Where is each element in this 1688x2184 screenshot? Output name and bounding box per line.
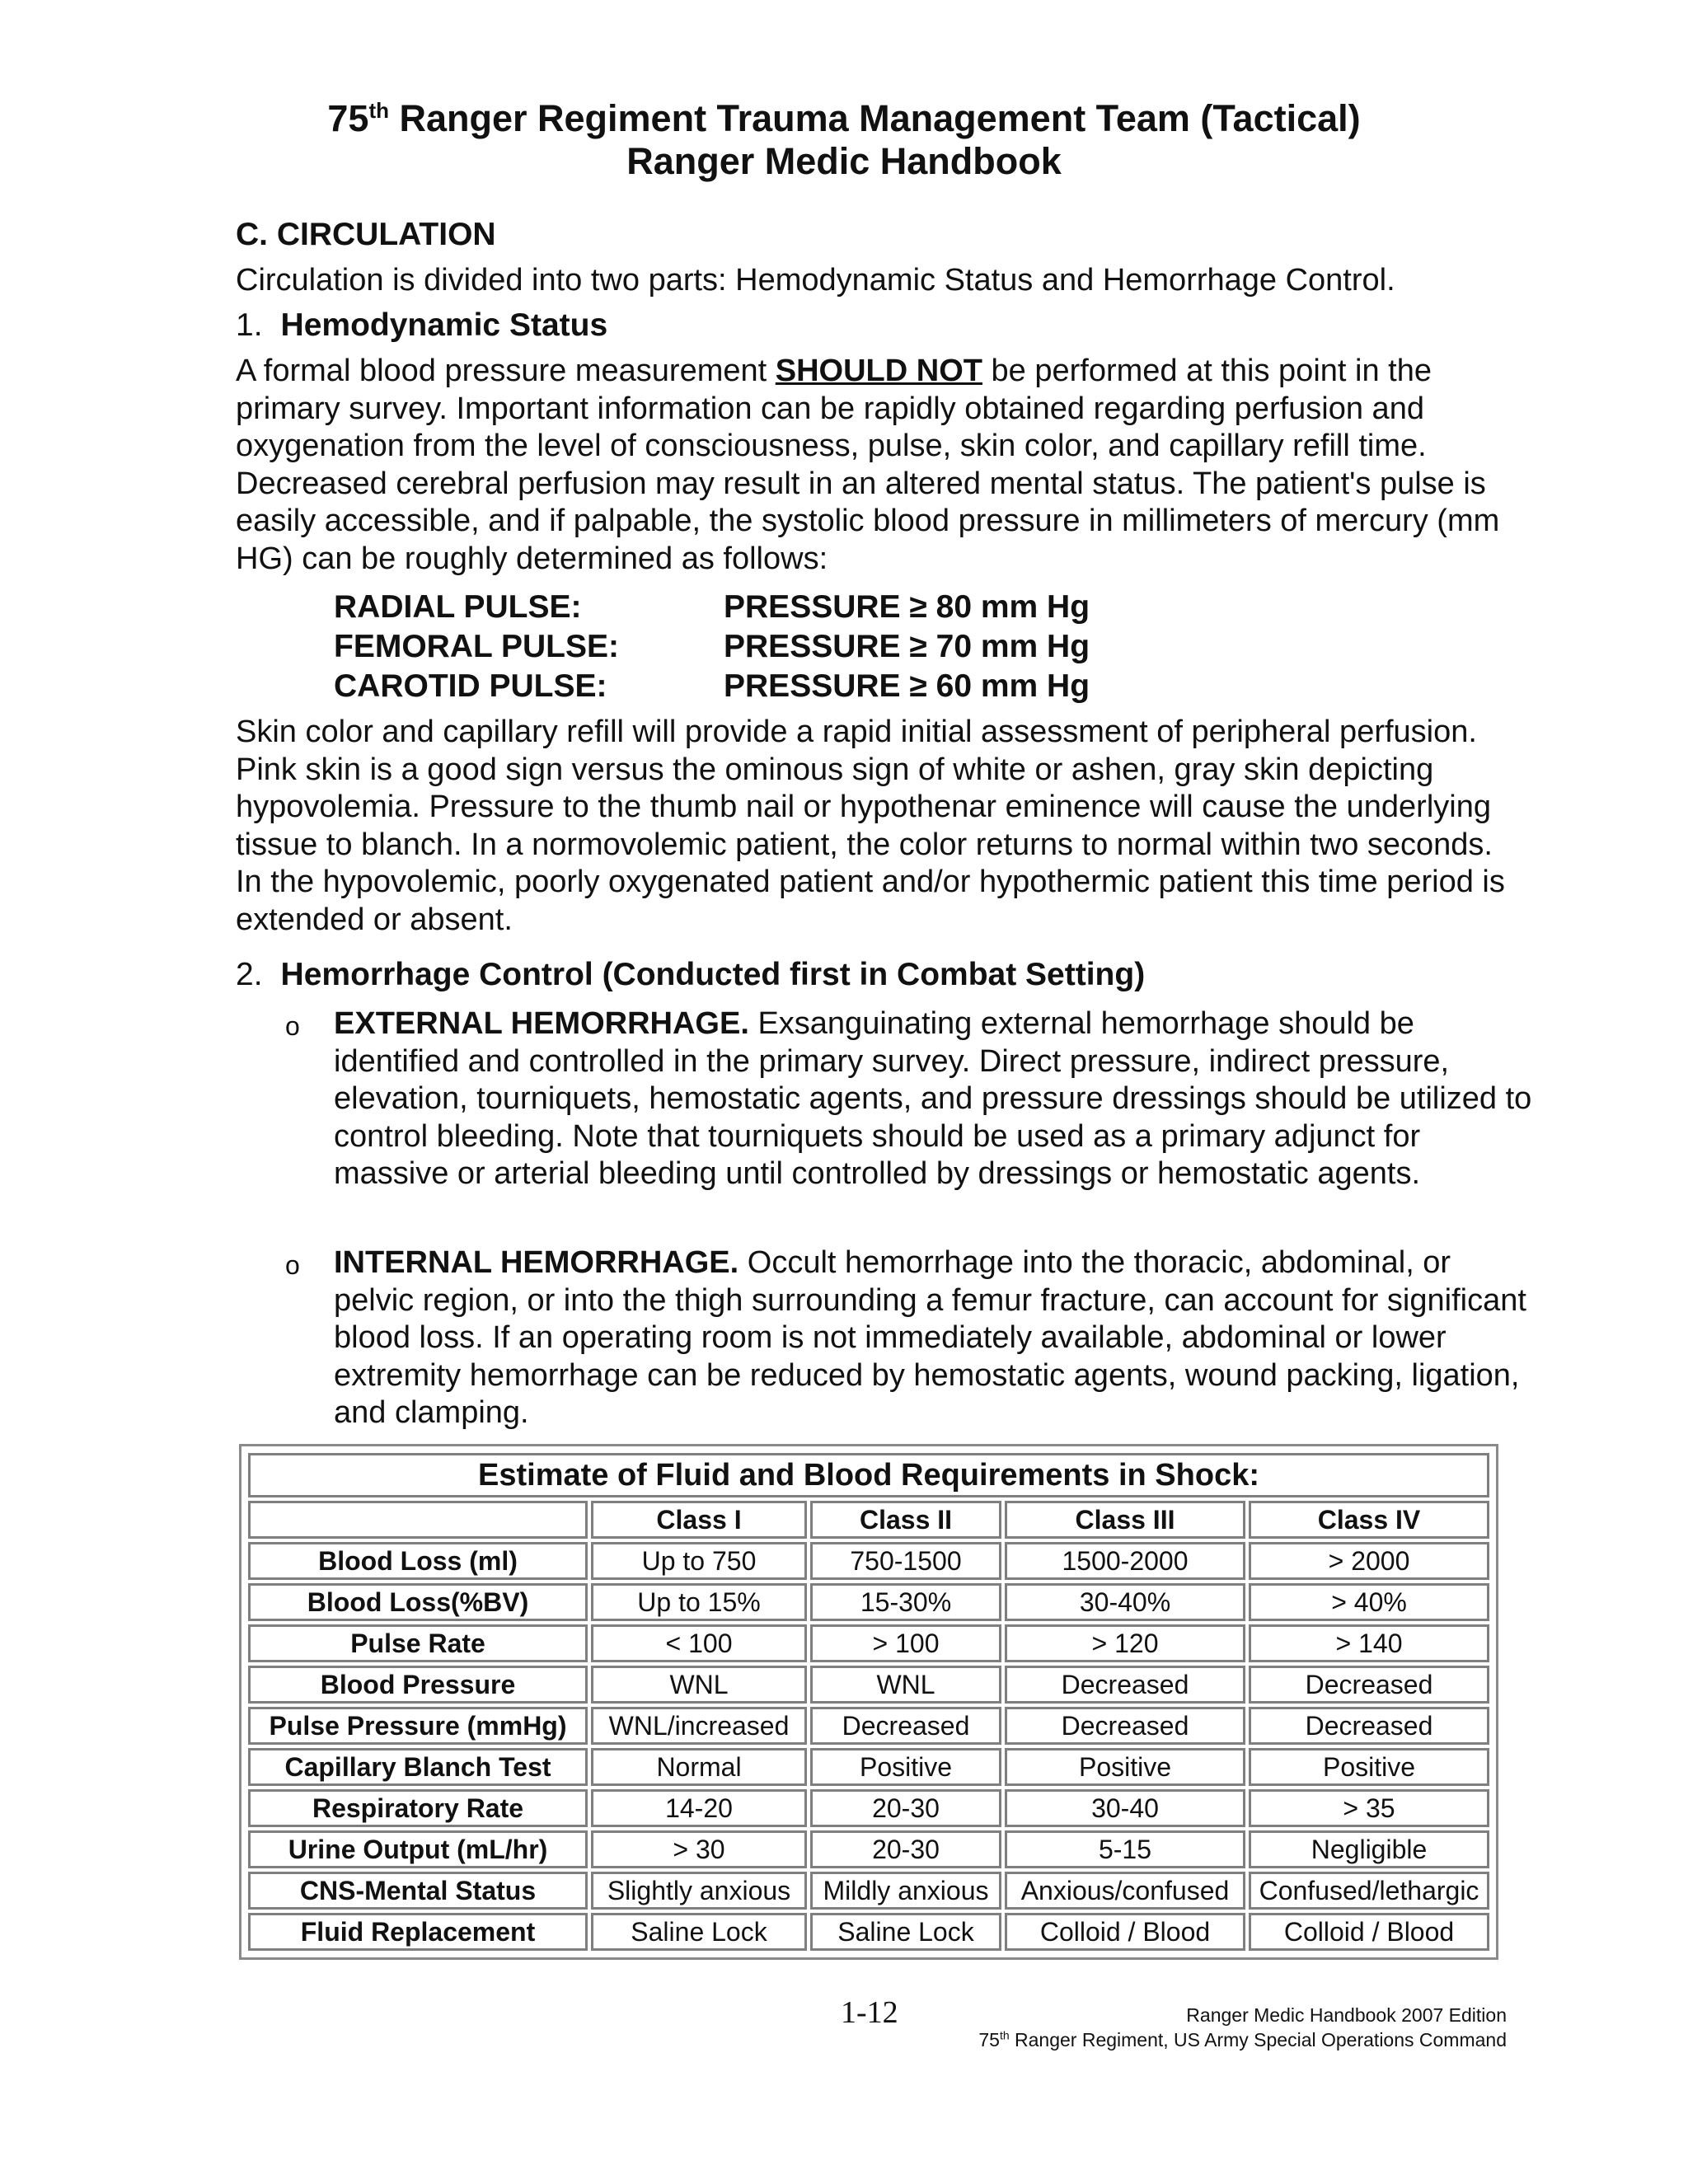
table-cell: < 100 <box>591 1624 807 1662</box>
table-caption-row <box>248 1453 1489 1497</box>
table-cell: > 30 <box>591 1830 807 1868</box>
column-header: Class III <box>1005 1501 1245 1539</box>
pulse-row-carotid <box>334 668 1090 705</box>
table-cell: Positive <box>1249 1748 1489 1786</box>
hemodynamic-text-before: A formal blood pressure measurement <box>236 354 776 388</box>
table-cell: 15-30% <box>810 1583 1001 1621</box>
footer-organization <box>978 2027 1507 2052</box>
column-header: Class I <box>591 1501 807 1539</box>
table-cell: Saline Lock <box>591 1913 807 1951</box>
table-cell: 750-1500 <box>810 1542 1001 1580</box>
table-row <box>248 1666 1489 1704</box>
external-hemorrhage-title: EXTERNAL HEMORRHAGE. <box>334 1006 749 1041</box>
row-header: Pulse Rate <box>248 1624 588 1662</box>
title-superscript: th <box>368 98 389 123</box>
table-cell: Slightly anxious <box>591 1872 807 1910</box>
hemodynamic-number: 1. <box>236 307 263 343</box>
row-header: Blood Loss (ml) <box>248 1542 588 1580</box>
hemorrhage-heading <box>236 956 1145 994</box>
footer-org-text: Ranger Regiment, US Army Special Operations Command <box>1009 2029 1507 2050</box>
table-cell: Confused/lethargic <box>1249 1872 1489 1910</box>
table-row <box>248 1913 1489 1951</box>
table-row <box>248 1830 1489 1868</box>
section-heading: C. CIRCULATION <box>236 217 496 252</box>
table-cell: Up to 15% <box>591 1583 807 1621</box>
table-cell: Positive <box>1005 1748 1245 1786</box>
row-header: Capillary Blanch Test <box>248 1748 588 1786</box>
table-caption: Estimate of Fluid and Blood Requirements in Shock: <box>248 1453 1489 1497</box>
table-cell: > 120 <box>1005 1624 1245 1662</box>
table-row <box>248 1542 1489 1580</box>
table-cell: 1500-2000 <box>1005 1542 1245 1580</box>
internal-hemorrhage-title: INTERNAL HEMORRHAGE. <box>334 1245 739 1280</box>
table-cell: 30-40% <box>1005 1583 1245 1621</box>
row-header: CNS-Mental Status <box>248 1872 588 1910</box>
table-cell: > 140 <box>1249 1624 1489 1662</box>
hemorrhage-title: Hemorrhage Control (Conducted first in Combat Setting) <box>280 957 1146 992</box>
bullet-marker-external: o <box>285 1011 300 1041</box>
column-header: Class II <box>810 1501 1001 1539</box>
footer-edition: Ranger Medic Handbook 2007 Edition <box>1186 2004 1507 2026</box>
hemodynamic-paragraph <box>236 353 1522 579</box>
row-header: Respiratory Rate <box>248 1789 588 1827</box>
shock-table <box>245 1450 1493 1954</box>
should-not-emphasis: SHOULD NOT <box>775 354 982 388</box>
table-cell: 14-20 <box>591 1789 807 1827</box>
document-title <box>0 97 1688 140</box>
row-header: Blood Loss(%BV) <box>248 1583 588 1621</box>
table-cell: Anxious/confused <box>1005 1872 1245 1910</box>
table-row <box>248 1789 1489 1827</box>
row-header: Fluid Replacement <box>248 1913 588 1951</box>
table-row <box>248 1748 1489 1786</box>
footer-org-number: 75 <box>978 2029 1000 2050</box>
hemodynamic-heading <box>236 307 607 344</box>
title-number: 75 <box>327 97 369 139</box>
table-row <box>248 1624 1489 1662</box>
page-number: 1-12 <box>841 1995 898 2030</box>
external-hemorrhage-text: Exsanguinating external hemorrhage should be identified and controlled in the primary survey. Direct pressure, indirect pressure, elevation, tourniquets, hemostatic agents, and pressure dressings should be utilized to control bleeding. Note that tourniquets should be used as a primary adjunct for massive or arterial bleeding until controlled by dressings or hemostatic agents. <box>334 1006 1532 1192</box>
table-cell: Negligible <box>1249 1830 1489 1868</box>
row-header: Blood Pressure <box>248 1666 588 1704</box>
table-row <box>248 1707 1489 1745</box>
table-cell: Normal <box>591 1748 807 1786</box>
document-subtitle: Ranger Medic Handbook <box>626 140 1062 182</box>
pulse-pressure: PRESSURE ≥ 60 mm Hg <box>724 668 1090 704</box>
pulse-pressure: PRESSURE ≥ 80 mm Hg <box>724 589 1090 625</box>
hemorrhage-number: 2. <box>236 957 263 992</box>
table-cell: 20-30 <box>810 1789 1001 1827</box>
pulse-label: RADIAL PULSE: <box>334 589 582 625</box>
title-text: Ranger Regiment Trauma Management Team (Tactical) <box>388 97 1361 139</box>
pulse-label: CAROTID PULSE: <box>334 668 607 704</box>
table-cell: 5-15 <box>1005 1830 1245 1868</box>
bullet-marker-internal: o <box>285 1250 300 1280</box>
table-cell: WNL/increased <box>591 1707 807 1745</box>
table-row <box>248 1872 1489 1910</box>
internal-hemorrhage-text: Occult hemorrhage into the thoracic, abdominal, or pelvic region, or into the thigh surrounding a femur fracture, can account for significant blood loss. If an operating room is not immediately available, abdominal or lower extremity hemorrhage can be reduced by hemostatic agents, wound packing, ligation, and clamping. <box>334 1245 1526 1431</box>
table-cell: 20-30 <box>810 1830 1001 1868</box>
hemodynamic-title: Hemodynamic Status <box>280 307 608 343</box>
table-cell: Decreased <box>1249 1707 1489 1745</box>
skin-color-paragraph: Skin color and capillary refill will provide a rapid initial assessment of peripheral perfusion. Pink skin is a good sign versus the ominous sign of white or ashen, gray skin depicting hypovolemia. Pressure to the thumb nail or hypothenar eminence will cause the underlying tissue to blanch. In a normovolemic patient, the color returns to normal within two seconds. In the hypovolemic, poorly oxygenated patient and/or hypothermic patient this time period is extended or absent. <box>236 715 1505 937</box>
pulse-pressure: PRESSURE ≥ 70 mm Hg <box>724 629 1090 664</box>
table-header-row <box>248 1501 1489 1539</box>
table-cell: Decreased <box>1005 1707 1245 1745</box>
table-cell: WNL <box>810 1666 1001 1704</box>
table-cell: Decreased <box>1005 1666 1245 1704</box>
footer-org-superscript: th <box>999 2028 1010 2042</box>
table-cell: WNL <box>591 1666 807 1704</box>
table-cell: Positive <box>810 1748 1001 1786</box>
table-cell: > 2000 <box>1249 1542 1489 1580</box>
internal-hemorrhage-paragraph <box>334 1244 1533 1432</box>
hemodynamic-text-after: be performed at this point in the primary survey. Important information can be rapidly obtained regarding perfusion and oxygenation from the level of consciousness, pulse, skin color, and capillary refill time. Decreased cerebral perfusion may result in an altered mental status. The patient's pulse is easily accessible, and if palpable, the systolic blood pressure in millimeters of mercury (mm HG) can be roughly determined as follows: <box>236 354 1500 576</box>
table-cell: > 35 <box>1249 1789 1489 1827</box>
shock-requirements-table <box>239 1444 1498 1960</box>
table-cell: 30-40 <box>1005 1789 1245 1827</box>
table-cell: > 100 <box>810 1624 1001 1662</box>
section-intro: Circulation is divided into two parts: Hemodynamic Status and Hemorrhage Control. <box>236 263 1395 298</box>
table-cell: Up to 750 <box>591 1542 807 1580</box>
external-hemorrhage-paragraph <box>334 1005 1533 1193</box>
table-cell: > 40% <box>1249 1583 1489 1621</box>
row-header: Urine Output (mL/hr) <box>248 1830 588 1868</box>
table-cell: Colloid / Blood <box>1005 1913 1245 1951</box>
column-header <box>248 1501 588 1539</box>
pulse-row-femoral <box>334 628 1090 666</box>
table-cell: Colloid / Blood <box>1249 1913 1489 1951</box>
table-cell: Decreased <box>810 1707 1001 1745</box>
table-cell: Mildly anxious <box>810 1872 1001 1910</box>
table-cell: Saline Lock <box>810 1913 1001 1951</box>
pulse-row-radial <box>334 588 1090 626</box>
pulse-label: FEMORAL PULSE: <box>334 629 619 664</box>
table-row <box>248 1583 1489 1621</box>
column-header: Class IV <box>1249 1501 1489 1539</box>
row-header: Pulse Pressure (mmHg) <box>248 1707 588 1745</box>
table-cell: Decreased <box>1249 1666 1489 1704</box>
